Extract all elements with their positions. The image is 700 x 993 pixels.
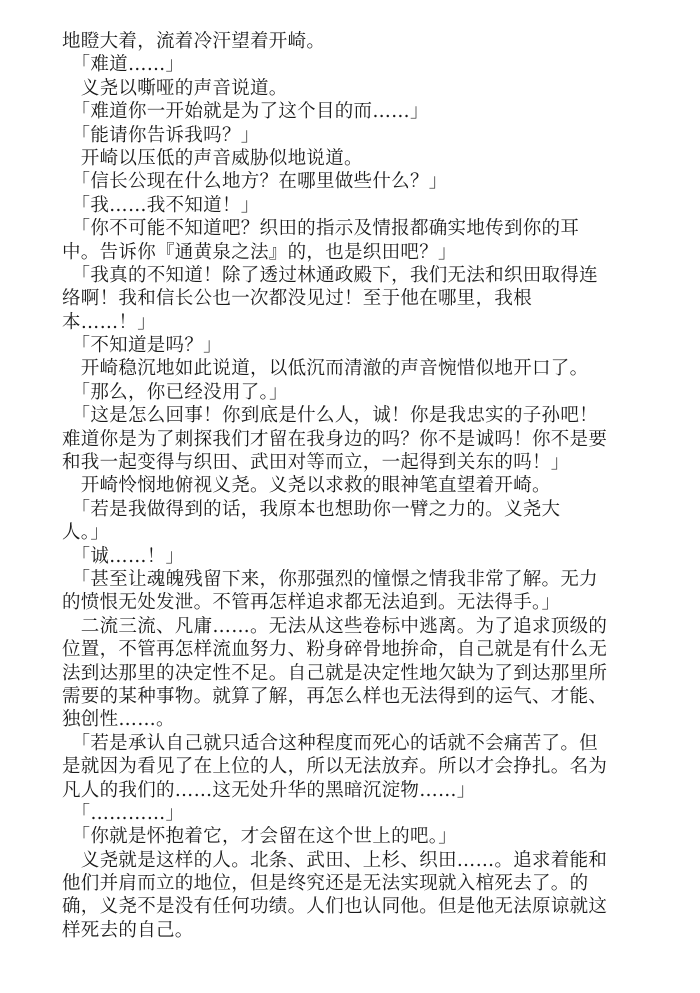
text-line: 开崎以压低的声音威胁似地说道。 xyxy=(62,147,363,169)
text-line: 「若是承认自己就只适合这种程度而死心的话就不会痛苦了。但 xyxy=(62,732,598,754)
text-line: 「我……我不知道！」 xyxy=(62,194,260,216)
text-line: 「若是我做得到的话，我原本也想助你一臂之力的。义尧大 xyxy=(62,498,561,520)
text-line: 位置，不管再怎样流血努力、粉身碎骨地拚命，自己就是有什么无 xyxy=(62,639,608,661)
text-line: 「难道……」 xyxy=(62,54,185,76)
text-line: 是就因为看见了在上位的人，所以无法放弃。所以才会挣扎。名为 xyxy=(62,756,608,778)
text-line: 本……！」 xyxy=(62,311,157,333)
text-line: 「能请你告诉我吗？」 xyxy=(62,124,260,146)
text-line: 「我真的不知道！除了透过林通政殿下，我们无法和织田取得连 xyxy=(62,264,598,286)
text-line: 确，义尧不是没有任何功绩。人们也认同他。但是他无法原谅就这 xyxy=(62,896,608,918)
text-line: 的愤恨无处发泄。不管再怎样追求都无法追到。无法得手。」 xyxy=(62,592,561,614)
text-line: 难道你是为了刺探我们才留在我身边的吗？你不是诚吗！你不是要 xyxy=(62,428,608,450)
text-line: 「不知道是吗？」 xyxy=(62,335,222,357)
text-line: 「诚……！」 xyxy=(62,545,185,567)
text-line: 络啊！我和信长公也一次都没见过！至于他在哪里，我根 xyxy=(62,288,533,310)
text-line: 需要的某种事物。就算了解，再怎么样也无法得到的运气、才能、 xyxy=(62,685,608,707)
text-line: 「你不可能不知道吧？织田的指示及情报都确实地传到你的耳 xyxy=(62,218,580,240)
text-line: 「甚至让魂魄残留下来，你那强烈的憧憬之情我非常了解。无力 xyxy=(62,568,598,590)
text-line: 人。」 xyxy=(62,522,110,544)
text-line: 地瞪大着，流着冷汗望着开崎。 xyxy=(62,31,326,52)
text-line: 「那么，你已经没用了。」 xyxy=(62,381,288,403)
text-line: 他们并肩而立的地位，但是终究还是无法实现就入棺死去了。的 xyxy=(62,873,589,895)
text-line: 「信长公现在什么地方？在哪里做些什么？」 xyxy=(62,171,448,193)
text-line: 法到达那里的决定性不足。自己就是决定性地欠缺为了到达那里所 xyxy=(62,662,608,684)
text-line: 开崎怜悯地俯视义尧。义尧以求救的眼神笔直望着开崎。 xyxy=(62,475,551,497)
text-line: 义尧以嘶哑的声音说道。 xyxy=(62,77,288,99)
text-line: 中。告诉你『通黄泉之法』的，也是织田吧？」 xyxy=(62,241,457,263)
text-line: 「难道你一开始就是为了这个目的而……」 xyxy=(62,101,429,123)
text-line: 「你就是怀抱着它，才会留在这个世上的吧。」 xyxy=(62,826,458,848)
text-line: 和我一起变得与织田、武田对等而立，一起得到关东的吗！」 xyxy=(62,452,570,474)
text-line: 凡人的我们的……这无处升华的黑暗沉淀物……」 xyxy=(62,779,476,801)
text-line: 二流三流、凡庸……。无法从这些卷标中逃离。为了追求顶级的 xyxy=(62,615,608,637)
text-line: 义尧就是这样的人。北条、武田、上杉、织田……。追求着能和 xyxy=(62,849,608,871)
text-line: 「这是怎么回事！你到底是什么人，诚！你是我忠实的子孙吧！ xyxy=(62,405,598,427)
text-line: 样死去的自己。 xyxy=(62,919,194,941)
text-line: 「…………」 xyxy=(62,802,185,824)
text-line: 独创性……。 xyxy=(62,709,175,731)
body-text xyxy=(62,30,632,942)
text-line: 开崎稳沉地如此说道，以低沉而清澈的声音惋惜似地开口了。 xyxy=(62,358,589,380)
